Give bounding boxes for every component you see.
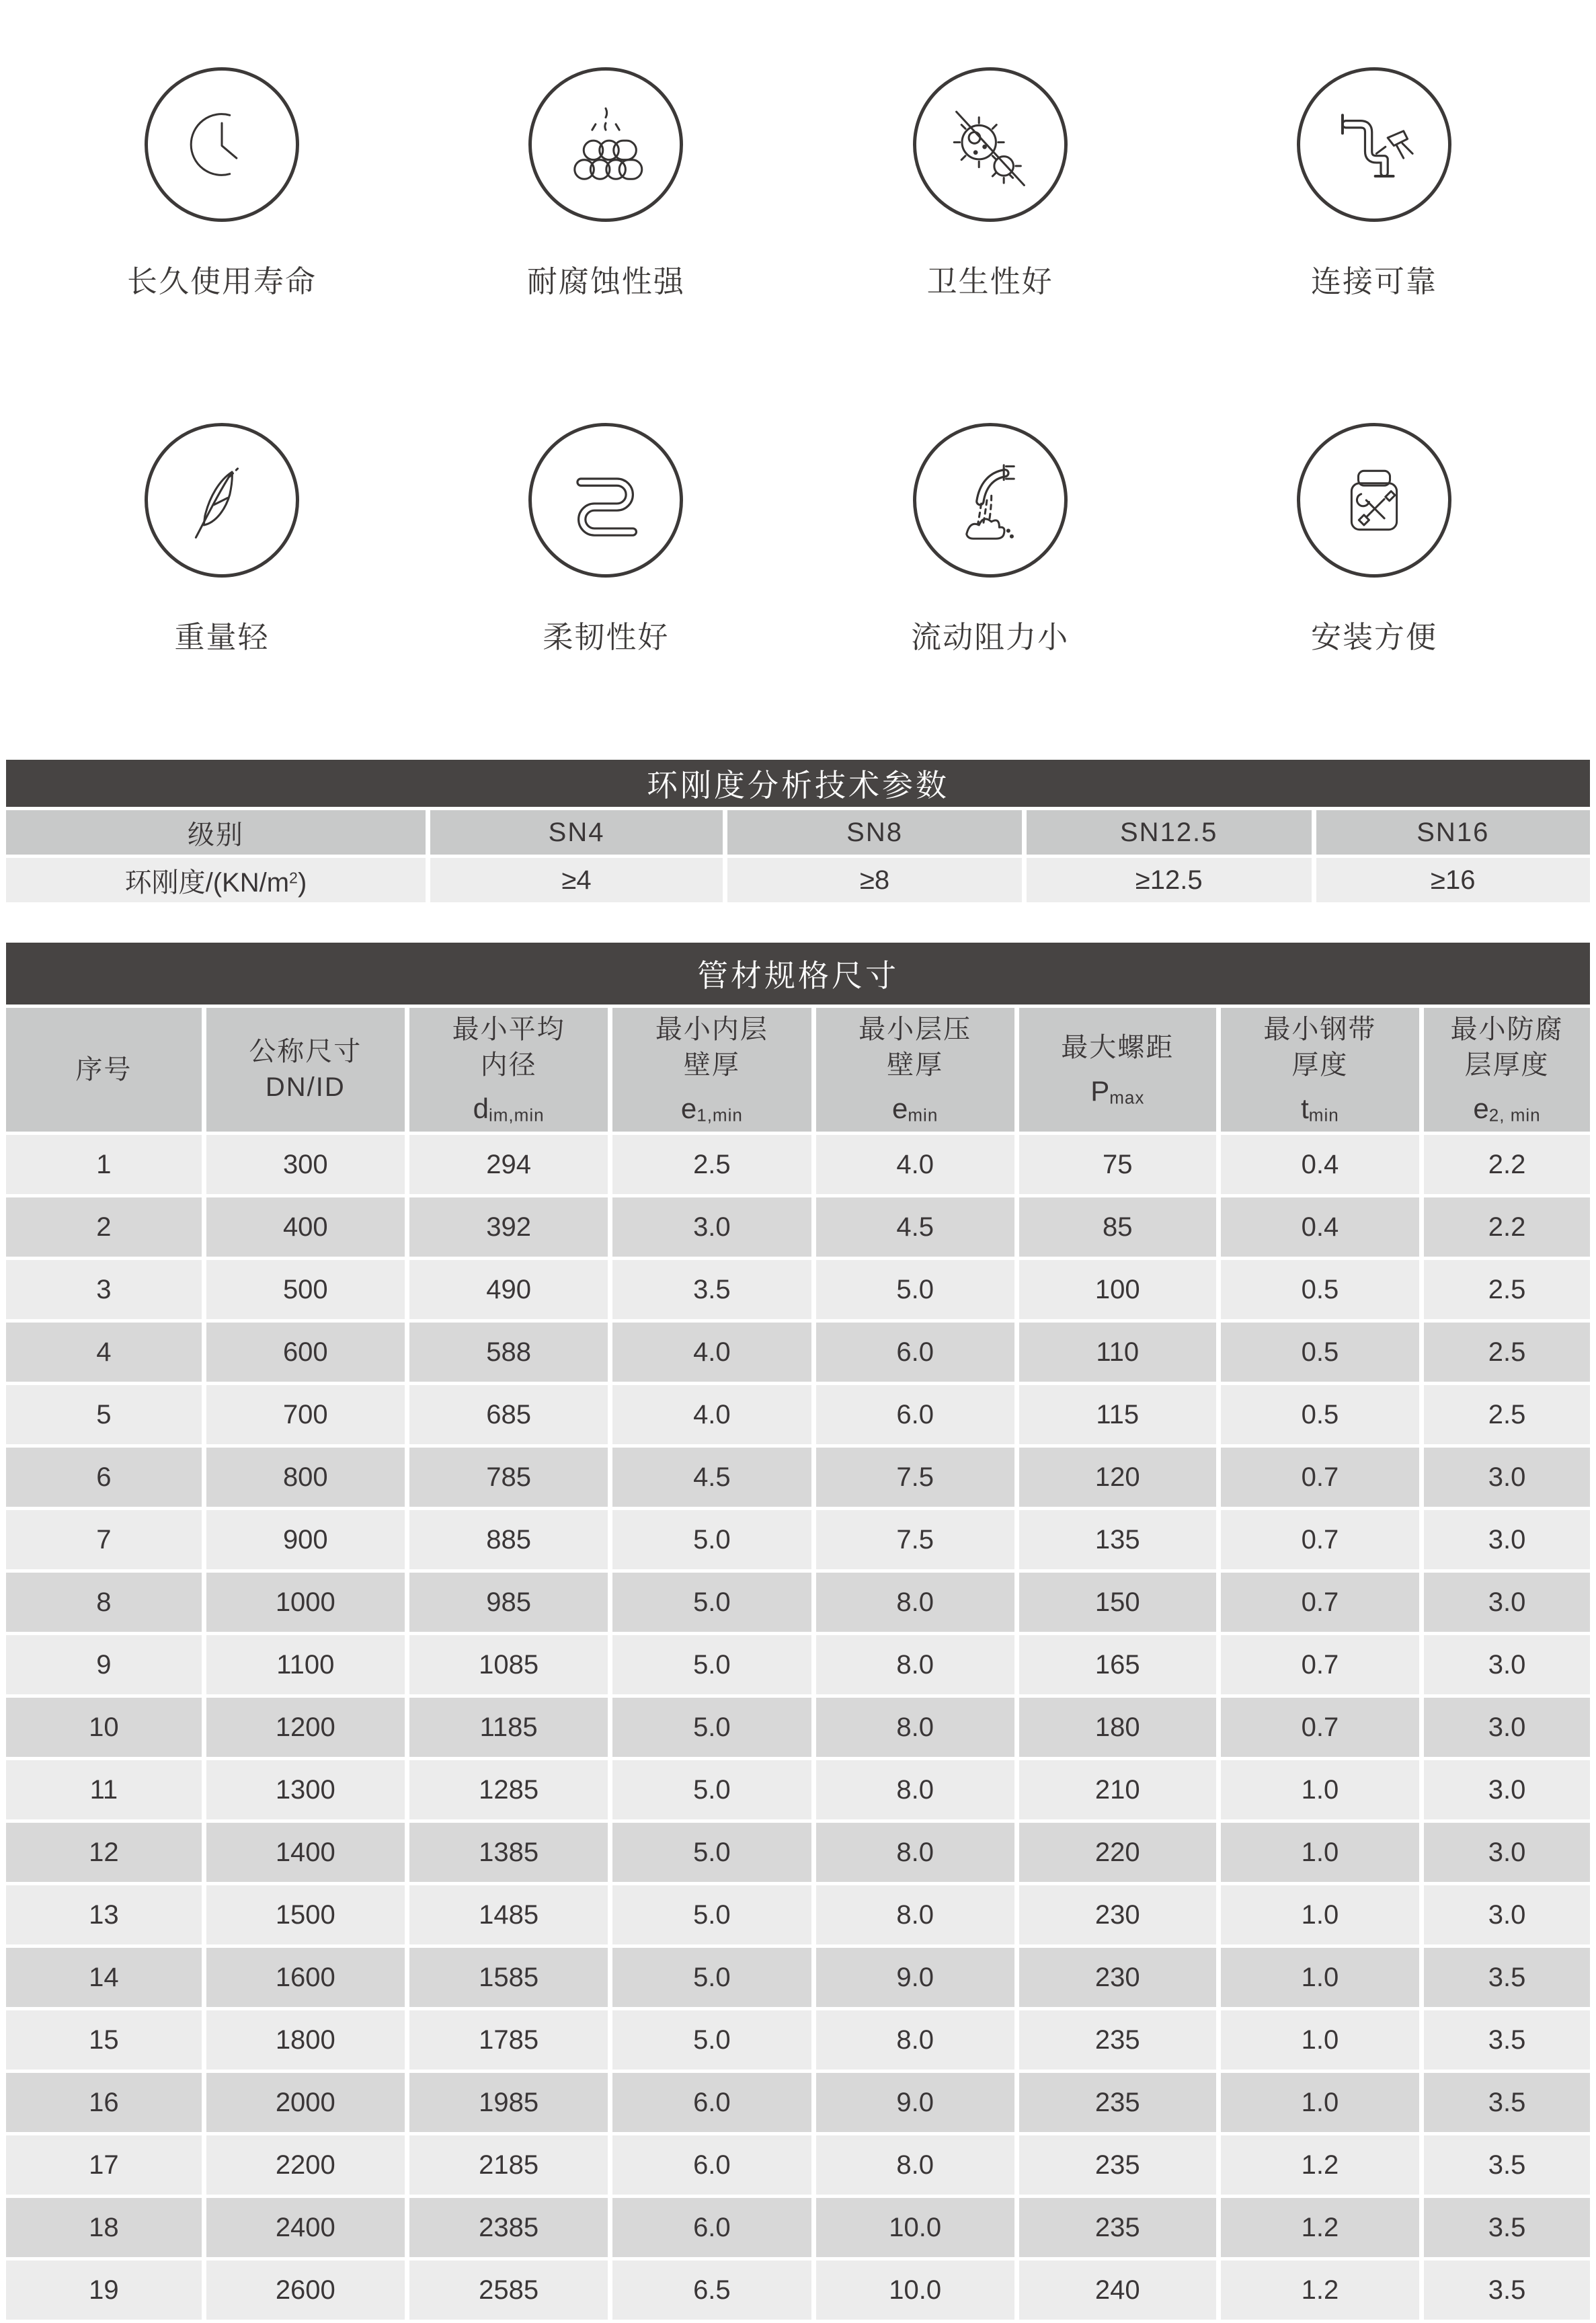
table-cell: 18 xyxy=(6,2198,202,2257)
feature-label: 长久使用寿命 xyxy=(126,264,317,299)
icon-circle xyxy=(145,67,299,222)
table-cell: 1400 xyxy=(206,1823,405,1882)
table-cell: 3.0 xyxy=(1424,1760,1590,1819)
feature-label: 连接可靠 xyxy=(1310,264,1437,299)
table-cell: 5 xyxy=(6,1385,202,1444)
header-cell: SN8 xyxy=(727,810,1022,855)
feature-grid xyxy=(0,0,1596,656)
table-cell: 294 xyxy=(409,1135,608,1194)
feature-row-2 xyxy=(0,423,1596,656)
table-cell: 235 xyxy=(1019,2198,1216,2257)
spec-column-header: 最小钢带 厚度 $t_{min}$ xyxy=(1221,1008,1419,1132)
table-cell: 2385 xyxy=(409,2198,608,2257)
table-cell: 8.0 xyxy=(816,1885,1014,1944)
table-cell: 235 xyxy=(1019,2010,1216,2070)
table-row xyxy=(6,1760,1590,1819)
feature-corrosion-resistance xyxy=(465,67,747,301)
header-cell: SN16 xyxy=(1316,810,1590,855)
table-cell: 4.0 xyxy=(612,1323,811,1382)
header-cell: SN12.5 xyxy=(1027,810,1312,855)
table-cell: 220 xyxy=(1019,1823,1216,1882)
table-cell: 3.0 xyxy=(1424,1885,1590,1944)
table-cell: 5.0 xyxy=(612,2010,811,2070)
feature-label: 柔韧性好 xyxy=(543,620,670,654)
feature-row-1 xyxy=(0,67,1596,301)
table-cell: 4.5 xyxy=(612,1448,811,1507)
table-cell: 3.5 xyxy=(1424,2135,1590,2195)
table-cell: 5.0 xyxy=(612,1760,811,1819)
table-cell: 6 xyxy=(6,1448,202,1507)
feature-easy-installation xyxy=(1233,423,1515,656)
table-cell: 19 xyxy=(6,2260,202,2320)
table-cell: 1000 xyxy=(206,1573,405,1632)
table-cell: 1985 xyxy=(409,2073,608,2132)
table-cell: 1.2 xyxy=(1221,2260,1419,2320)
table-cell: 1800 xyxy=(206,2010,405,2070)
ring-header-row xyxy=(6,810,1590,855)
table-row xyxy=(6,1260,1590,1319)
table-cell: 8.0 xyxy=(816,1573,1014,1632)
table-cell: 10 xyxy=(6,1698,202,1757)
feature-flexibility xyxy=(465,423,747,656)
feature-label: 耐腐蚀性强 xyxy=(526,264,685,299)
table-cell: 235 xyxy=(1019,2135,1216,2195)
spec-column-header: 最小内层 壁厚 $e_{1,min}$ xyxy=(612,1008,811,1132)
table-cell: 6.5 xyxy=(612,2260,811,2320)
table-cell: 3.5 xyxy=(1424,2198,1590,2257)
table-cell: 6.0 xyxy=(816,1385,1014,1444)
table-cell: 400 xyxy=(206,1197,405,1257)
feature-reliable-connection xyxy=(1233,67,1515,301)
ring-stiffness-table xyxy=(1,756,1595,906)
table-cell: 3.0 xyxy=(1424,1823,1590,1882)
table-cell: 100 xyxy=(1019,1260,1216,1319)
table-cell: 120 xyxy=(1019,1448,1216,1507)
table-row xyxy=(6,1885,1590,1944)
table-cell: 0.5 xyxy=(1221,1385,1419,1444)
table-cell: 1485 xyxy=(409,1885,608,1944)
table-cell: 230 xyxy=(1019,1885,1216,1944)
icon-circle xyxy=(528,423,683,578)
table-row xyxy=(6,1948,1590,2007)
ring-table-title: 环刚度分析技术参数 xyxy=(6,760,1590,807)
table-cell: 16 xyxy=(6,2073,202,2132)
table-cell: 1300 xyxy=(206,1760,405,1819)
table-cell: 900 xyxy=(206,1510,405,1569)
table-cell: 180 xyxy=(1019,1698,1216,1757)
header-cell: SN4 xyxy=(430,810,723,855)
value-cell: ≥12.5 xyxy=(1027,858,1312,902)
table-cell: 0.7 xyxy=(1221,1698,1419,1757)
table-cell: 1200 xyxy=(206,1698,405,1757)
table-cell: 3 xyxy=(6,1260,202,1319)
table-cell: 3.0 xyxy=(1424,1448,1590,1507)
table-cell: 1185 xyxy=(409,1698,608,1757)
table-cell: 3.0 xyxy=(1424,1698,1590,1757)
table-cell: 240 xyxy=(1019,2260,1216,2320)
table-cell: 1785 xyxy=(409,2010,608,2070)
table-cell: 85 xyxy=(1019,1197,1216,1257)
table-cell: 500 xyxy=(206,1260,405,1319)
table-cell: 4.0 xyxy=(816,1135,1014,1194)
table-cell: 3.0 xyxy=(612,1197,811,1257)
feature-long-service-life xyxy=(81,67,363,301)
table-row xyxy=(6,2260,1590,2320)
table-cell: 4 xyxy=(6,1323,202,1382)
table-row xyxy=(6,2073,1590,2132)
table-cell: 3.5 xyxy=(1424,2260,1590,2320)
pipe-connection-icon xyxy=(1318,88,1431,201)
spec-header-row xyxy=(6,1008,1590,1132)
table-row xyxy=(6,1135,1590,1194)
table-cell: 2185 xyxy=(409,2135,608,2195)
table-cell: 11 xyxy=(6,1760,202,1819)
table-cell: 1.0 xyxy=(1221,1760,1419,1819)
table-cell: 8.0 xyxy=(816,2010,1014,2070)
table-cell: 0.7 xyxy=(1221,1635,1419,1694)
table-cell: 700 xyxy=(206,1385,405,1444)
table-cell: 3.5 xyxy=(1424,1948,1590,2007)
table-cell: 15 xyxy=(6,2010,202,2070)
table-cell: 1385 xyxy=(409,1823,608,1882)
icon-circle xyxy=(528,67,683,222)
feather-icon xyxy=(165,444,278,557)
feature-hygiene xyxy=(849,67,1131,301)
table-cell: 6.0 xyxy=(612,2135,811,2195)
feature-label: 安装方便 xyxy=(1310,620,1437,654)
ring-row-label: 环刚度$/(KN/m^2)$ xyxy=(6,858,426,902)
table-row xyxy=(6,1448,1590,1507)
table-cell: 1585 xyxy=(409,1948,608,2007)
table-cell: 3.0 xyxy=(1424,1510,1590,1569)
table-cell: 0.5 xyxy=(1221,1323,1419,1382)
table-cell: 1.0 xyxy=(1221,2073,1419,2132)
table-cell: 12 xyxy=(6,1823,202,1882)
spec-column-header: 公称尺寸 DN/ID xyxy=(206,1008,405,1132)
table-row xyxy=(6,1635,1590,1694)
feature-label: 流动阻力小 xyxy=(911,620,1070,654)
table-cell: 1500 xyxy=(206,1885,405,1944)
table-row xyxy=(6,1510,1590,1569)
no-germs-icon xyxy=(934,88,1047,201)
table-cell: 10.0 xyxy=(816,2260,1014,2320)
table-cell: 6.0 xyxy=(612,2073,811,2132)
icon-circle xyxy=(1297,423,1451,578)
table-cell: 17 xyxy=(6,2135,202,2195)
table-cell: 1.2 xyxy=(1221,2135,1419,2195)
table-cell: 8 xyxy=(6,1573,202,1632)
table-cell: 7.5 xyxy=(816,1510,1014,1569)
table-cell: 0.7 xyxy=(1221,1573,1419,1632)
feature-light-weight xyxy=(81,423,363,656)
table-cell: 13 xyxy=(6,1885,202,1944)
table-cell: 135 xyxy=(1019,1510,1216,1569)
icon-circle xyxy=(1297,67,1451,222)
table-cell: 8.0 xyxy=(816,1823,1014,1882)
clock-icon xyxy=(165,88,278,201)
table-cell: 0.4 xyxy=(1221,1197,1419,1257)
table-cell: 9 xyxy=(6,1635,202,1694)
table-cell: 5.0 xyxy=(612,1635,811,1694)
table-cell: 588 xyxy=(409,1323,608,1382)
spec-column-header: 最小防腐 层厚度 $e_{2, min}$ xyxy=(1424,1008,1590,1132)
spec-column-header: 序号 xyxy=(6,1008,202,1132)
table-cell: 2585 xyxy=(409,2260,608,2320)
table-cell: 2 xyxy=(6,1197,202,1257)
table-cell: 8.0 xyxy=(816,2135,1014,2195)
table-cell: 5.0 xyxy=(612,1698,811,1757)
icon-circle xyxy=(913,423,1068,578)
table-cell: 490 xyxy=(409,1260,608,1319)
header-cell: 级别 xyxy=(6,810,426,855)
table-cell: 3.5 xyxy=(1424,2073,1590,2132)
table-row xyxy=(6,1698,1590,1757)
table-cell: 1100 xyxy=(206,1635,405,1694)
table-cell: 3.5 xyxy=(612,1260,811,1319)
spec-column-header: 最小平均 内径 $d_{im,min}$ xyxy=(409,1008,608,1132)
table-cell: 8.0 xyxy=(816,1698,1014,1757)
table-cell: 1.0 xyxy=(1221,2010,1419,2070)
table-cell: 4.0 xyxy=(612,1385,811,1444)
table-cell: 1600 xyxy=(206,1948,405,2007)
table-cell: 2.5 xyxy=(1424,1260,1590,1319)
table-cell: 1.0 xyxy=(1221,1948,1419,2007)
table-cell: 5.0 xyxy=(612,1823,811,1882)
table-cell: 6.0 xyxy=(816,1323,1014,1382)
spec-table-body xyxy=(6,1135,1590,2320)
table-cell: 5.0 xyxy=(816,1260,1014,1319)
table-cell: 2.5 xyxy=(1424,1323,1590,1382)
table-row xyxy=(6,2135,1590,2195)
table-cell: 3.0 xyxy=(1424,1573,1590,1632)
table-cell: 1285 xyxy=(409,1760,608,1819)
feature-low-flow-resistance xyxy=(849,423,1131,656)
table-cell: 110 xyxy=(1019,1323,1216,1382)
table-cell: 7 xyxy=(6,1510,202,1569)
table-cell: 5.0 xyxy=(612,1948,811,2007)
table-cell: 1.2 xyxy=(1221,2198,1419,2257)
table-cell: 2.2 xyxy=(1424,1135,1590,1194)
feature-label: 卫生性好 xyxy=(926,264,1053,299)
table-cell: 300 xyxy=(206,1135,405,1194)
table-cell: 150 xyxy=(1019,1573,1216,1632)
table-cell: 2200 xyxy=(206,2135,405,2195)
table-cell: 600 xyxy=(206,1323,405,1382)
table-cell: 2.5 xyxy=(612,1135,811,1194)
table-cell: 1 xyxy=(6,1135,202,1194)
feature-label: 重量轻 xyxy=(174,620,270,654)
table-cell: 2600 xyxy=(206,2260,405,2320)
ring-value-row xyxy=(6,858,1590,902)
table-cell: 14 xyxy=(6,1948,202,2007)
table-row xyxy=(6,2198,1590,2257)
table-cell: 9.0 xyxy=(816,1948,1014,2007)
table-row xyxy=(6,2010,1590,2070)
table-cell: 5.0 xyxy=(612,1885,811,1944)
corrosion-resistant-pipes-icon xyxy=(549,88,662,201)
table-cell: 2.2 xyxy=(1424,1197,1590,1257)
table-cell: 785 xyxy=(409,1448,608,1507)
table-row xyxy=(6,1573,1590,1632)
table-cell: 210 xyxy=(1019,1760,1216,1819)
table-cell: 2400 xyxy=(206,2198,405,2257)
value-cell: ≥16 xyxy=(1316,858,1590,902)
table-row xyxy=(6,1385,1590,1444)
table-row xyxy=(6,1823,1590,1882)
table-cell: 985 xyxy=(409,1573,608,1632)
table-cell: 3.5 xyxy=(1424,2010,1590,2070)
table-cell: 1.0 xyxy=(1221,1823,1419,1882)
table-cell: 1085 xyxy=(409,1635,608,1694)
table-cell: 0.4 xyxy=(1221,1135,1419,1194)
table-cell: 885 xyxy=(409,1510,608,1569)
spec-column-header: 最大螺距 $P_{max}$ xyxy=(1019,1008,1216,1132)
table-cell: 235 xyxy=(1019,2073,1216,2132)
table-cell: 9.0 xyxy=(816,2073,1014,2132)
flexible-pipe-icon xyxy=(549,444,662,557)
table-cell: 8.0 xyxy=(816,1760,1014,1819)
table-cell: 6.0 xyxy=(612,2198,811,2257)
icon-circle xyxy=(913,67,1068,222)
table-cell: 1.0 xyxy=(1221,1885,1419,1944)
table-cell: 800 xyxy=(206,1448,405,1507)
spec-table-title: 管材规格尺寸 xyxy=(6,943,1590,1005)
table-cell: 0.5 xyxy=(1221,1260,1419,1319)
table-cell: 392 xyxy=(409,1197,608,1257)
table-cell: 5.0 xyxy=(612,1573,811,1632)
table-cell: 8.0 xyxy=(816,1635,1014,1694)
table-row xyxy=(6,1323,1590,1382)
value-cell: ≥8 xyxy=(727,858,1022,902)
spec-column-header: 最小层压 壁厚 $e_{min}$ xyxy=(816,1008,1014,1132)
icon-circle xyxy=(145,423,299,578)
table-cell: 165 xyxy=(1019,1635,1216,1694)
table-cell: 685 xyxy=(409,1385,608,1444)
table-cell: 75 xyxy=(1019,1135,1216,1194)
table-cell: 115 xyxy=(1019,1385,1216,1444)
spec-title-row xyxy=(6,943,1590,1005)
table-cell: 230 xyxy=(1019,1948,1216,2007)
table-cell: 0.7 xyxy=(1221,1510,1419,1569)
table-row xyxy=(6,1197,1590,1257)
table-cell: 4.5 xyxy=(816,1197,1014,1257)
table-cell: 10.0 xyxy=(816,2198,1014,2257)
spec-table xyxy=(1,939,1595,2323)
tables-section xyxy=(0,756,1596,2323)
table-cell: 7.5 xyxy=(816,1448,1014,1507)
table-cell: 5.0 xyxy=(612,1510,811,1569)
table-cell: 2000 xyxy=(206,2073,405,2132)
value-cell: ≥4 xyxy=(430,858,723,902)
table-cell: 0.7 xyxy=(1221,1448,1419,1507)
table-cell: 3.0 xyxy=(1424,1635,1590,1694)
ring-title-row xyxy=(6,760,1590,807)
toolbox-icon xyxy=(1318,444,1431,557)
table-cell: 2.5 xyxy=(1424,1385,1590,1444)
flowing-water-icon xyxy=(934,444,1047,557)
